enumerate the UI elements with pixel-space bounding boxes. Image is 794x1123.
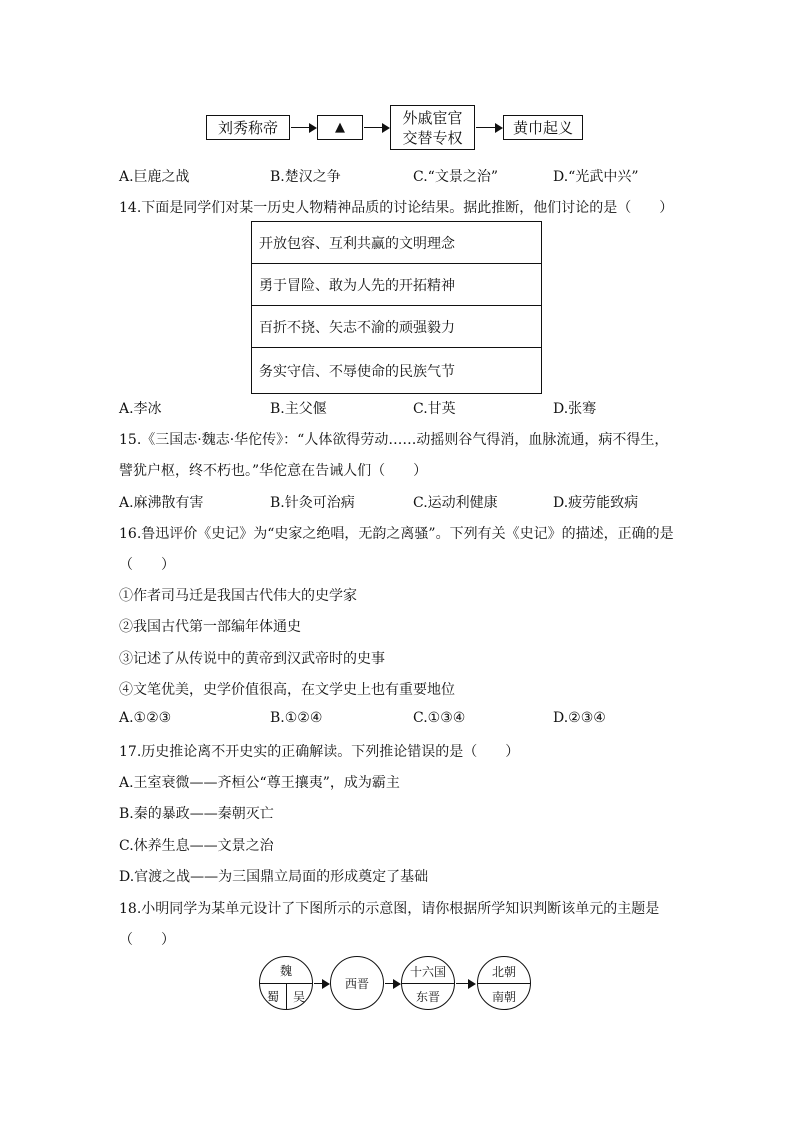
option-c[interactable]: C.①③④ <box>413 710 466 726</box>
circle-western-jin <box>330 956 384 1010</box>
q13-options <box>119 166 679 186</box>
option-d[interactable]: D.②③④ <box>553 710 606 726</box>
option-a[interactable]: A.①②③ <box>119 710 172 726</box>
q18-stem-line2: （ ） <box>119 932 175 948</box>
q16-item: ②我国古代第一部编年体通史 <box>119 619 301 635</box>
q16-item: ④文笔优美，史学价值很高，在文学史上也有重要地位 <box>119 682 455 698</box>
q16-item: ③记述了从传说中的黄帝到汉武帝时的史事 <box>119 651 385 667</box>
option-a[interactable]: A.李冰 <box>119 401 162 417</box>
option-d[interactable]: D.张骞 <box>553 401 597 417</box>
circle-label: 十六国 <box>409 965 446 979</box>
q15-stem-line2: 譬犹户枢，终不朽也。”华佗意在告诫人们（ ） <box>119 463 428 479</box>
option-b[interactable]: B.主父偃 <box>270 401 327 417</box>
option-a[interactable]: A.王室衰微——齐桓公“尊王攘夷”，成为霸主 <box>119 775 400 791</box>
q14-stem: 14.下面是同学们对某一历史人物精神品质的讨论结果。据此推断，他们讨论的是（ ） <box>119 200 674 216</box>
circle-three-kingdoms <box>259 956 313 1010</box>
flow-text: 外戚宦官 <box>402 108 463 127</box>
option-a[interactable]: A.麻沸散有害 <box>119 495 204 511</box>
option-c[interactable]: C.休养生息——文景之治 <box>119 838 274 854</box>
flow-text: 刘秀称帝 <box>217 119 278 137</box>
q18-stem-line1: 18.小明同学为某单元设计了下图所示的示意图，请你根据所学知识判断该单元的主题是 <box>119 901 660 917</box>
q15-options <box>119 492 679 512</box>
circle-label: 南朝 <box>491 990 516 1004</box>
flow-box-unknown <box>317 115 363 140</box>
option-c[interactable]: C.“文景之治” <box>413 169 498 185</box>
circle-north-south <box>477 956 531 1010</box>
circle-label: 东晋 <box>415 990 440 1004</box>
table-row: 百折不挠、矢志不渝的顽强毅力 <box>252 306 541 348</box>
option-c[interactable]: C.甘英 <box>413 401 456 417</box>
q16-options <box>119 710 679 730</box>
flow-arrow <box>456 983 474 984</box>
flow-text: 交替专权 <box>402 128 463 147</box>
q16-item: ①作者司马迁是我国古代伟大的史学家 <box>119 588 357 604</box>
q16-stem-line2: （ ） <box>119 557 175 573</box>
option-b[interactable]: B.针灸可治病 <box>270 495 355 511</box>
flow-arrow <box>291 127 315 128</box>
q15-stem-line1: 15.《三国志·魏志·华佗传》：“人体欲得劳动……动摇则谷气得消，血脉流通，病不得生， <box>119 432 669 448</box>
table-row: 勇于冒险、敢为人先的开拓精神 <box>252 264 541 306</box>
option-d[interactable]: D.“光武中兴” <box>553 169 639 185</box>
q16-stem-line1: 16.鲁迅评价《史记》为“史家之绝唱，无韵之离骚”。下列有关《史记》的描述，正确的是 <box>119 526 674 542</box>
table-row: 开放包容、互利共赢的文明理念 <box>252 222 541 264</box>
option-c[interactable]: C.运动利健康 <box>413 495 498 511</box>
circle-label: 北朝 <box>491 965 516 979</box>
option-b[interactable]: B.①②④ <box>270 710 323 726</box>
flow-box-liuxiu <box>206 115 290 140</box>
triangle-icon: ▲ <box>335 120 345 135</box>
option-d[interactable]: D.疲劳能致病 <box>553 495 639 511</box>
table-row: 务实守信、不辱使命的民族气节 <box>259 363 455 380</box>
q14-options <box>119 398 679 418</box>
circle-sixteen-kingdoms <box>401 956 455 1010</box>
option-b[interactable]: B.楚汉之争 <box>270 169 341 185</box>
flow-arrow <box>385 983 399 984</box>
flow-box-waiqi <box>390 105 475 150</box>
q17-stem: 17.历史推论离不开史实的正确解读。下列推论错误的是（ ） <box>119 744 520 760</box>
circle-label: 蜀 <box>266 990 279 1004</box>
flow-arrow <box>314 983 328 984</box>
circle-label: 西晋 <box>344 977 369 991</box>
option-a[interactable]: A.巨鹿之战 <box>119 169 190 185</box>
circle-label: 魏 <box>279 964 292 978</box>
option-d[interactable]: D.官渡之战——为三国鼎立局面的形成奠定了基础 <box>119 869 429 885</box>
circle-label: 吴 <box>292 990 305 1004</box>
flow-arrow <box>476 127 501 128</box>
flow-text: 黄巾起义 <box>512 119 573 137</box>
q14-table <box>251 221 542 394</box>
flow-box-huangjin <box>503 115 583 140</box>
option-b[interactable]: B.秦的暴政——秦朝灭亡 <box>119 806 274 822</box>
flow-arrow <box>364 127 388 128</box>
